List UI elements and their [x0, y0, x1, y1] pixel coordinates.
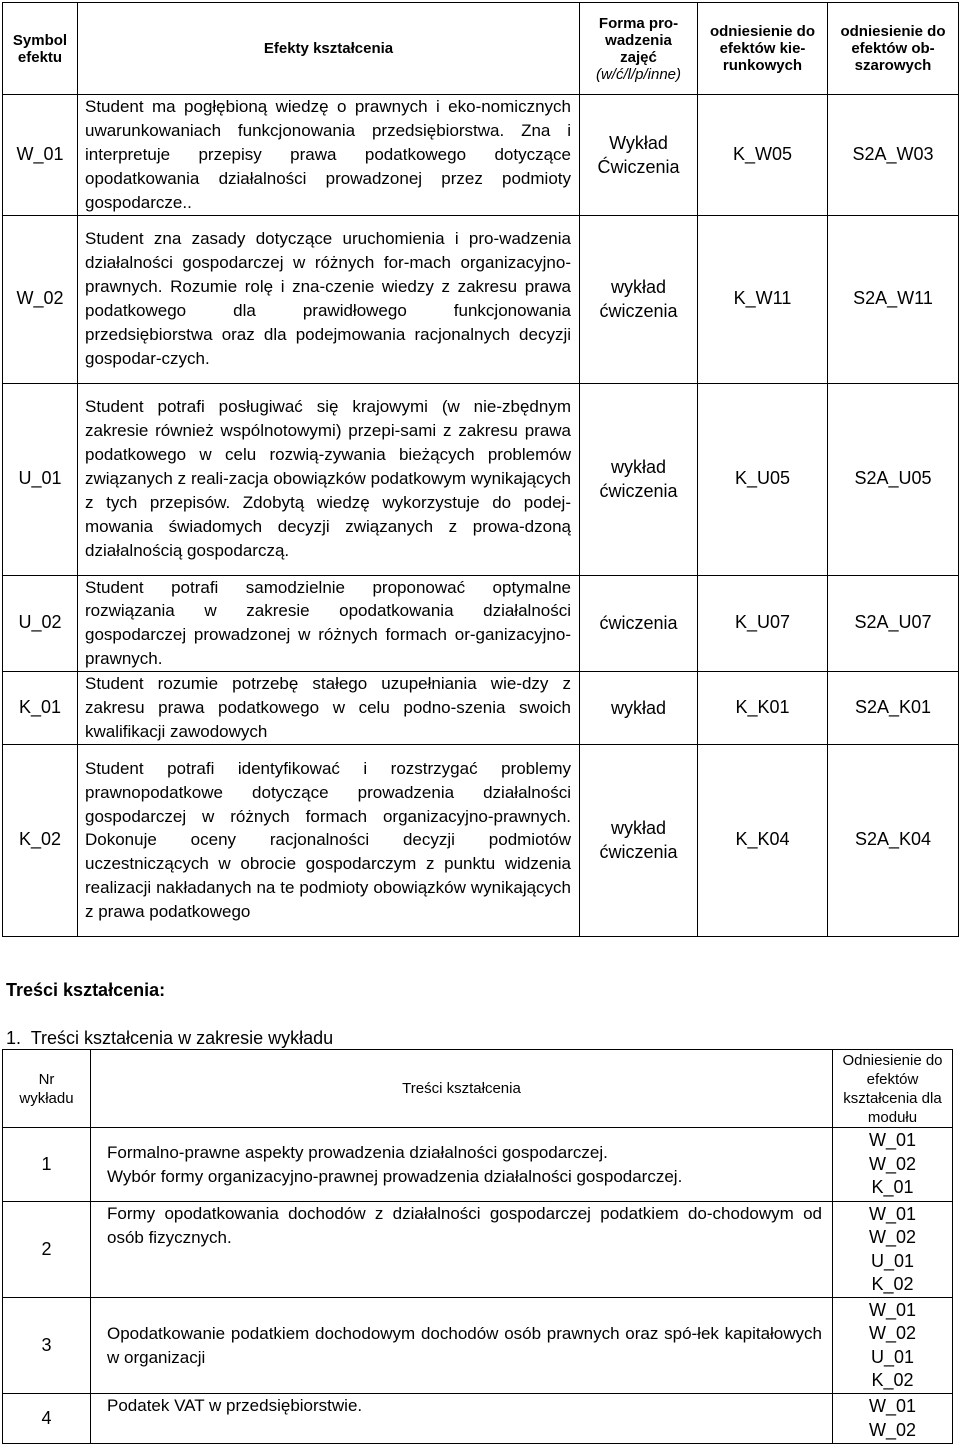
effect-form: wykład: [580, 672, 698, 745]
effect-row: [3, 383, 959, 575]
effect-description: Student potrafi identyfikować i rozstrzygać problemy prawnopodatkowe dotyczące prowadzenia działalności gospodarczej w różnych formach organizacyjno-prawnych. Dokonuje oceny racjonalności decyzji podmiotów uczestniczących w obrocie gospodarczym z punktu widzenia realizacji nakładanych na te podmioty obowiązków wynikających z prawa podatkowego: [78, 744, 580, 936]
learning-effects-table: [2, 2, 959, 937]
lecture-nr: 1: [3, 1128, 91, 1202]
header-form: [580, 3, 698, 95]
lecture-nr: 3: [3, 1298, 91, 1394]
effect-symbol: W_02: [3, 215, 78, 383]
effect-area-ref: S2A_U05: [828, 383, 959, 575]
effect-description: Student rozumie potrzebę stałego uzupełniania wie-dzy z zakresu prawa podatkowego w celu podno-szenia swoich kwalifikacji zawodowych: [78, 672, 580, 745]
effect-form: Wykład Ćwiczenia: [580, 95, 698, 216]
lecture-refs: W_01 W_02 U_01 K_02: [833, 1202, 953, 1298]
effect-description: Student potrafi samodzielnie proponować optymalne rozwiązania w zakresie opodatkowania działalności gospodarczej prowadzonej w różnych formach or-ganizacyjno-prawnych.: [78, 575, 580, 672]
effect-area-ref: S2A_W11: [828, 215, 959, 383]
effect-symbol: W_01: [3, 95, 78, 216]
lecture-refs: W_01 W_02 K_01: [833, 1128, 953, 1202]
lecture-nr: 4: [3, 1394, 91, 1444]
effect-area-ref: S2A_K04: [828, 744, 959, 936]
header-form-sub: (w/ć/l/p/inne): [595, 65, 682, 83]
effect-description: Student zna zasady dotyczące uruchomienia i pro-wadzenia działalności gospodarczej w różnych for-mach organizacyjno-prawnych. Rozumie rolę i zna-czenie wiedzy z zakresu prawa podatkowego dla prawidłowego funkcjonowania przedsiębiorstwa oraz dla podejmowania racjonalnych decyzji gospodar-czych.: [78, 215, 580, 383]
effect-form: wykład ćwiczenia: [580, 215, 698, 383]
effect-symbol: U_01: [3, 383, 78, 575]
effect-row: [3, 744, 959, 936]
lecture-nr: 2: [3, 1202, 91, 1298]
header-field-ref: odniesienie do efektów kie-runkowych: [698, 3, 828, 95]
effects-header-row: [3, 3, 959, 95]
lecture-refs: W_01 W_02 U_01 K_02: [833, 1298, 953, 1394]
effect-description: Student ma pogłębioną wiedzę o prawnych i eko-nomicznych uwarunkowaniach funkcjonowania przedsiębiorstwa. Zna i interpretuje przepisy prawa podatkowego dotyczące opodatkowania działalności prowadzonej przez podmioty gospodarcze..: [78, 95, 580, 216]
effect-field-ref: K_W11: [698, 215, 828, 383]
effect-form: wykład ćwiczenia: [580, 383, 698, 575]
effect-description: Student potrafi posługiwać się krajowymi (w nie-zbędnym zakresie również wspólnotowymi) przepi-sami z zakresu prawa podatkowego w celu rozwią-zywania bieżących problemów związanych z reali-zacja obowiązków podatkowym wynikających z tych przepisów. Zdobytą wiedzę wykorzystuje do podej-mowania świadomych decyzji związanych z prowa-dzoną działalnością gospodarczą.: [78, 383, 580, 575]
lecture-content-table: [2, 1049, 953, 1444]
effect-field-ref: K_U07: [698, 575, 828, 672]
effect-area-ref: S2A_K01: [828, 672, 959, 745]
effect-field-ref: K_U05: [698, 383, 828, 575]
effect-form: wykład ćwiczenia: [580, 744, 698, 936]
lecture-content: Opodatkowanie podatkiem dochodowym dochodów osób prawnych oraz spó-łek kapitałowych w organizacji: [91, 1298, 833, 1394]
effect-form: ćwiczenia: [580, 575, 698, 672]
lecture-content: Podatek VAT w przedsiębiorstwie.: [91, 1394, 833, 1444]
section-title: Treści kształcenia:: [6, 980, 166, 1000]
header-effects: Efekty kształcenia: [78, 3, 580, 95]
lecture-row: [3, 1128, 953, 1202]
effect-symbol: K_01: [3, 672, 78, 745]
effect-row: [3, 672, 959, 745]
effect-row: [3, 215, 959, 383]
effect-symbol: U_02: [3, 575, 78, 672]
lecture-content: Formy opodatkowania dochodów z działalności gospodarczej podatkiem do-chodowym od osób fizycznych.: [91, 1202, 833, 1298]
header-form-label: Forma pro-wadzenia zajęć: [598, 14, 679, 66]
lecture-header-row: [3, 1050, 953, 1128]
effect-field-ref: K_K01: [698, 672, 828, 745]
section-subtitle: 1. Treści kształcenia w zakresie wykładu: [6, 1028, 334, 1048]
effect-area-ref: S2A_W03: [828, 95, 959, 216]
effect-field-ref: K_W05: [698, 95, 828, 216]
lecture-row: [3, 1298, 953, 1394]
header-lecture-content: Treści kształcenia: [91, 1050, 833, 1128]
effect-row: [3, 575, 959, 672]
lecture-row: [3, 1394, 953, 1444]
header-lecture-refs: Odniesienie do efektów kształcenia dla modułu: [833, 1050, 953, 1128]
lecture-refs: W_01 W_02: [833, 1394, 953, 1444]
lecture-row: [3, 1202, 953, 1298]
effect-area-ref: S2A_U07: [828, 575, 959, 672]
effect-row: [3, 95, 959, 216]
header-symbol: Symbol efektu: [3, 3, 78, 95]
header-lecture-nr: Nr wykładu: [3, 1050, 91, 1128]
effect-symbol: K_02: [3, 744, 78, 936]
lecture-content: Formalno-prawne aspekty prowadzenia działalności gospodarczej. Wybór formy organizacyjno-prawnej prowadzenia działalności gospodarczej.: [91, 1128, 833, 1202]
header-area-ref: odniesienie do efektów ob-szarowych: [828, 3, 959, 95]
effect-field-ref: K_K04: [698, 744, 828, 936]
